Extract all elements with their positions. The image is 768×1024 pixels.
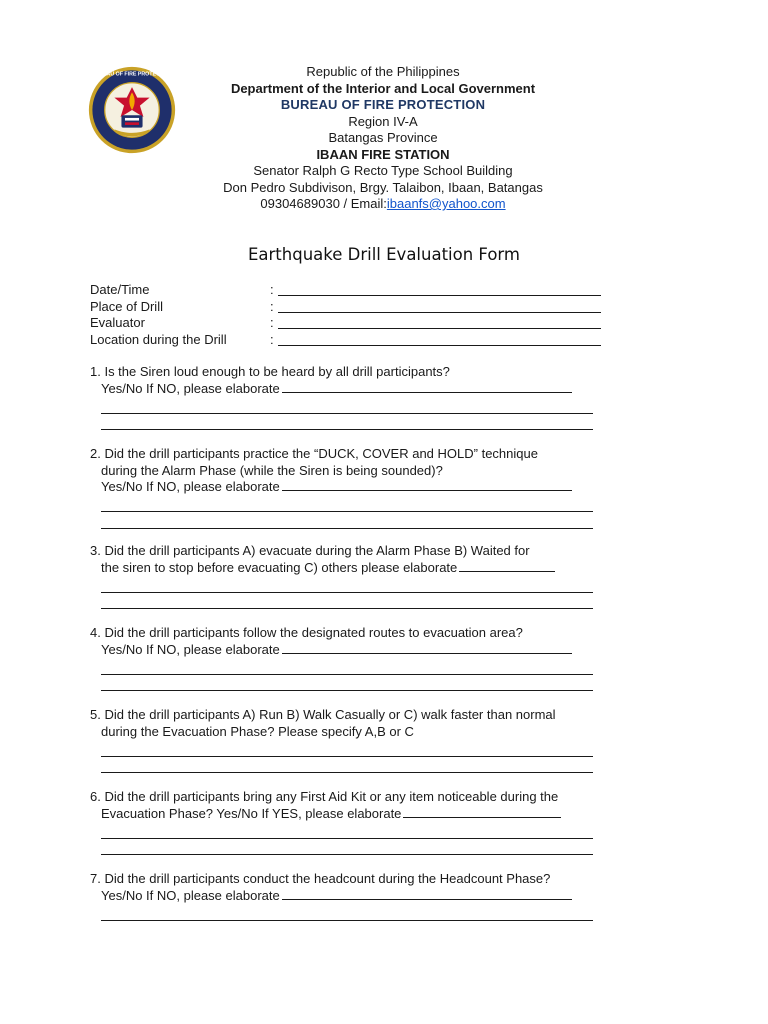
answer-line[interactable]	[101, 740, 593, 757]
question-continuation	[90, 806, 610, 823]
field-label: Location during the Drill	[90, 331, 227, 347]
department-line: Department of the Interior and Local Government	[230, 80, 536, 96]
question-continuation	[90, 381, 610, 398]
question-text: 6. Did the drill participants bring any First Aid Kit or any item noticeable during the	[90, 789, 559, 804]
field-blank-line[interactable]	[278, 328, 601, 329]
contact-prefix: 09304689030 / Email:	[260, 196, 387, 211]
question-prompt: Yes/No If NO, please elaborate	[101, 641, 280, 657]
field-blank-line[interactable]	[278, 312, 601, 313]
field-place-of-drill	[90, 299, 610, 316]
question-prompt: Yes/No If NO, please elaborate	[101, 380, 280, 396]
field-blank-line[interactable]	[278, 345, 601, 346]
question-text: 4. Did the drill participants follow the designated routes to evacuation area?	[90, 625, 523, 640]
answer-inline-line[interactable]	[282, 382, 572, 393]
field-date-time	[90, 282, 610, 299]
email-link[interactable]: ibaanfs@yahoo.com	[386, 196, 506, 211]
question-continuation: during the Alarm Phase (while the Siren is being sounded)?	[101, 462, 443, 478]
question-continuation	[90, 560, 610, 577]
letterhead	[190, 64, 576, 213]
answer-line[interactable]	[101, 822, 593, 839]
field-label: Date/Time	[90, 282, 150, 297]
question-prompt: Yes/No If NO, please elaborate	[101, 479, 280, 494]
question-6	[90, 789, 610, 855]
answer-inline-line[interactable]	[282, 889, 572, 900]
field-colon: :	[270, 315, 274, 330]
seal-shield	[121, 115, 142, 127]
question-4	[90, 625, 610, 691]
question-prompt: Yes/No If NO, please elaborate	[101, 887, 280, 903]
question-prompt: Evacuation Phase? Yes/No If YES, please elaborate	[101, 805, 402, 821]
question-prompt: the siren to stop before evacuating C) others please elaborate	[101, 559, 458, 575]
question-continuation	[90, 888, 610, 905]
field-label: Evaluator	[90, 315, 145, 330]
building-line: Senator Ralph G Recto Type School Building	[253, 163, 513, 178]
answer-inline-line[interactable]	[282, 480, 572, 491]
station-name: IBAAN FIRE STATION	[316, 146, 450, 162]
question-continuation	[90, 479, 610, 496]
question-text: 2. Did the drill participants practice the “DUCK, COVER and HOLD” technique	[90, 446, 538, 461]
question-3	[90, 543, 610, 609]
field-evaluator	[90, 315, 610, 332]
answer-line[interactable]	[101, 658, 593, 675]
drill-info-fields	[90, 282, 610, 348]
question-continuation	[90, 642, 610, 659]
answer-line[interactable]	[101, 397, 593, 414]
field-colon: :	[270, 282, 274, 297]
question-text: 1. Is the Siren loud enough to be heard by all drill participants?	[90, 364, 450, 379]
question-continuation: during the Evacuation Phase? Please specify A,B or C	[101, 723, 414, 739]
province-line: Batangas Province	[328, 130, 438, 145]
region-line: Region IV-A	[348, 113, 418, 129]
answer-line[interactable]	[101, 576, 593, 593]
bureau-line: BUREAU OF FIRE PROTECTION	[280, 97, 486, 112]
question-1	[90, 364, 610, 430]
answer-line[interactable]	[101, 839, 593, 856]
bfp-seal-logo	[88, 66, 176, 154]
question-text: 5. Did the drill participants A) Run B) Walk Casually or C) walk faster than normal	[90, 707, 556, 722]
answer-line[interactable]	[101, 593, 593, 610]
answer-line[interactable]	[101, 414, 593, 431]
field-blank-line[interactable]	[278, 295, 601, 296]
contact-line	[190, 196, 576, 213]
field-label: Place of Drill	[90, 298, 163, 314]
answer-inline-line[interactable]	[282, 643, 572, 654]
answer-line[interactable]	[101, 496, 593, 513]
question-5	[90, 707, 610, 773]
question-text: 3. Did the drill participants A) evacuate during the Alarm Phase B) Waited for	[90, 543, 530, 558]
question-2	[90, 446, 610, 529]
answer-line[interactable]	[101, 757, 593, 774]
answer-line[interactable]	[101, 904, 593, 921]
answer-line[interactable]	[101, 512, 593, 529]
question-7	[90, 871, 610, 921]
field-colon: :	[270, 298, 274, 314]
question-text: 7. Did the drill participants conduct the headcount during the Headcount Phase?	[90, 871, 551, 886]
field-location	[90, 332, 610, 349]
field-colon: :	[270, 331, 274, 347]
seal-ring-text: BUREAU OF FIRE PROTECTION	[91, 71, 173, 78]
answer-inline-line[interactable]	[459, 561, 555, 572]
answer-inline-line[interactable]	[403, 807, 561, 818]
republic-line: Republic of the Philippines	[306, 64, 460, 79]
address-line: Don Pedro Subdivison, Brgy. Talaibon, Ibaan, Batangas	[223, 179, 543, 195]
answer-line[interactable]	[101, 675, 593, 692]
form-title: Earthquake Drill Evaluation Form	[247, 245, 520, 264]
